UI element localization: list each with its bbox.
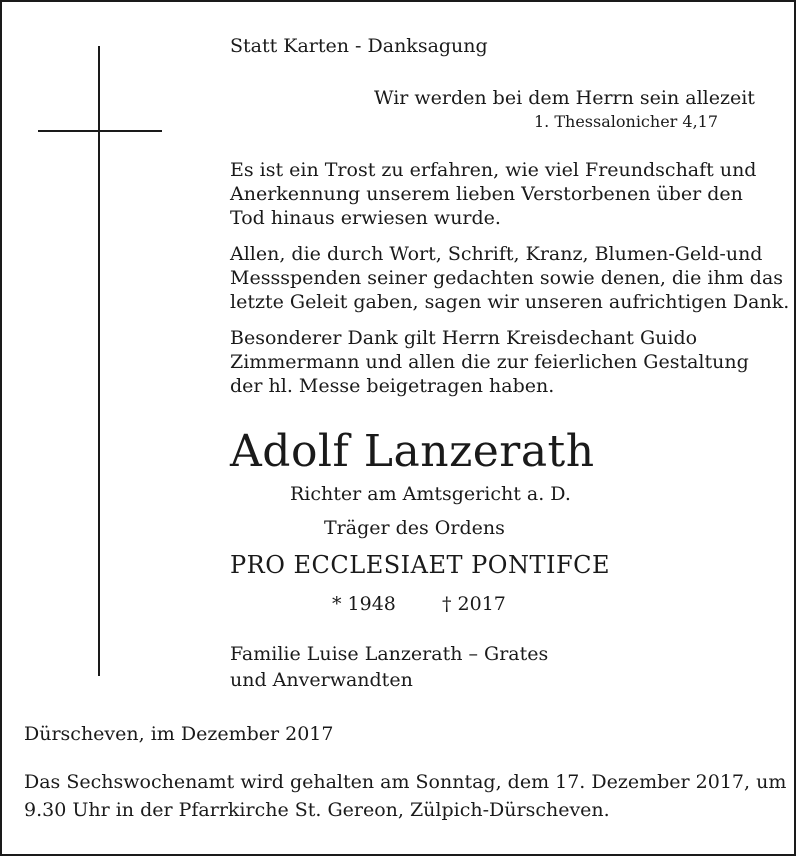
cross-icon-horizontal [38, 130, 162, 132]
death-year: † 2017 [442, 593, 506, 615]
order-intro: Träger des Ordens [324, 517, 505, 539]
text-line: Anerkennung unserem lieben Verstorbenen über den [230, 183, 743, 205]
paragraph-thanks-3 [230, 326, 749, 398]
deceased-name: Adolf Lanzerath [230, 426, 595, 477]
birth-year: * 1948 [332, 593, 396, 615]
family-name: Familie Luise Lanzerath – Grates [230, 643, 549, 665]
place-date: Dürscheven, im Dezember 2017 [24, 723, 334, 745]
paragraph-thanks-1 [230, 158, 756, 230]
notice-heading: Statt Karten - Danksagung [230, 35, 488, 57]
text-line: Messspenden seiner gedachten sowie denen, die ihm das [230, 267, 784, 289]
text-line: Zimmermann und allen die zur feierlichen Gestaltung [230, 351, 749, 373]
cross-icon-vertical [98, 46, 100, 676]
service-announcement [24, 768, 786, 824]
text-line: letzte Geleit gaben, sagen wir unseren aufrichtigen Dank. [230, 291, 790, 313]
text-line: der hl. Messe beigetragen haben. [230, 375, 555, 397]
order-name: PRO ECCLESIAET PONTIFCE [230, 551, 610, 579]
bible-motto: Wir werden bei dem Herrn sein allezeit [374, 87, 755, 109]
text-line: Es ist ein Trost zu erfahren, wie viel Freundschaft und [230, 159, 757, 181]
deceased-title: Richter am Amtsgericht a. D. [290, 483, 571, 505]
family-relatives: und Anverwandten [230, 669, 413, 691]
text-line: 9.30 Uhr in der Pfarrkirche St. Gereon, Zülpich-Dürscheven. [24, 799, 610, 821]
bible-reference: 1. Thessalonicher 4,17 [534, 112, 719, 131]
text-line: Das Sechswochenamt wird gehalten am Sonntag, dem 17. Dezember 2017, um [24, 771, 787, 793]
text-line: Besonderer Dank gilt Herrn Kreisdechant Guido [230, 327, 698, 349]
text-line: Tod hinaus erwiesen wurde. [230, 207, 501, 229]
text-line: Allen, die durch Wort, Schrift, Kranz, Blumen-Geld-und [230, 243, 763, 265]
paragraph-thanks-2 [230, 242, 789, 314]
